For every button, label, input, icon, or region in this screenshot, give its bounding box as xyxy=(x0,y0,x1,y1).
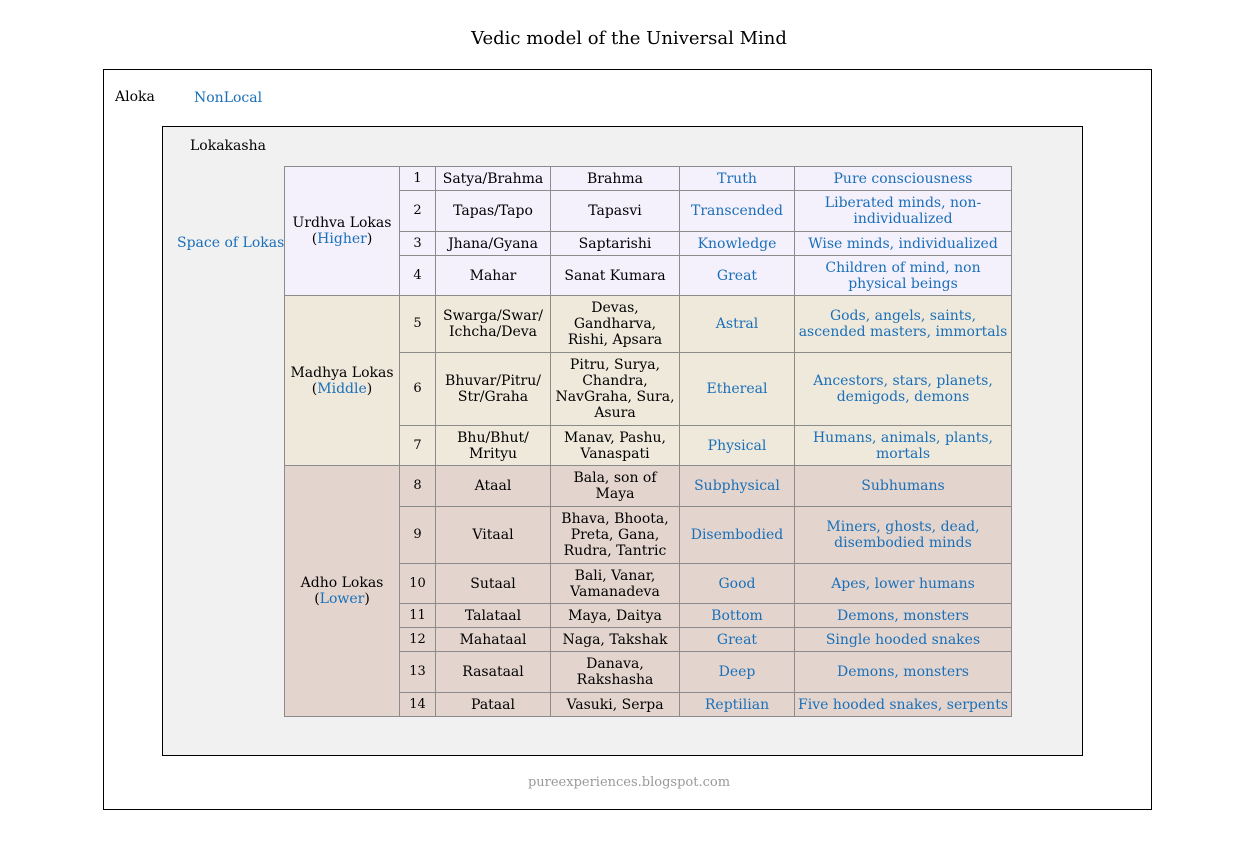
loka-name: Satya/Brahma xyxy=(436,167,551,191)
paren-close: ) xyxy=(366,231,373,247)
loka-beings: Sanat Kumara xyxy=(551,256,680,296)
loka-number: 13 xyxy=(400,652,436,693)
group-cell-middle xyxy=(285,296,400,466)
loka-beings: Bali, Vanar, Vamanadeva xyxy=(551,564,680,604)
table-row xyxy=(285,167,1012,191)
loka-number: 1 xyxy=(400,167,436,191)
loka-beings: Tapasvi xyxy=(551,191,680,232)
loka-number: 4 xyxy=(400,256,436,296)
loka-description: Subhumans xyxy=(795,466,1012,507)
group-level: Middle xyxy=(317,380,367,397)
loka-quality: Good xyxy=(680,564,795,604)
loka-description: Humans, animals, plants, mortals xyxy=(795,426,1012,466)
loka-name: Rasataal xyxy=(436,652,551,693)
loka-name: Jhana/Gyana xyxy=(436,232,551,256)
group-name: Madhya Lokas xyxy=(290,364,394,381)
diagram-title: Vedic model of the Universal Mind xyxy=(471,28,787,49)
group-level: Higher xyxy=(317,231,367,247)
loka-quality: Truth xyxy=(680,167,795,191)
loka-quality: Subphysical xyxy=(680,466,795,507)
loka-beings: Maya, Daitya xyxy=(551,604,680,628)
nonlocal-label: NonLocal xyxy=(194,90,263,106)
loka-description: Single hooded snakes xyxy=(795,628,1012,652)
paren-close: ) xyxy=(364,591,370,607)
lokakasha-label: Lokakasha xyxy=(190,138,266,154)
loka-beings: Bhava, Bhoota, Preta, Gana, Rudra, Tantric xyxy=(551,507,680,564)
group-cell-higher xyxy=(285,167,400,296)
table-row xyxy=(285,296,1012,353)
loka-beings: Vasuki, Serpa xyxy=(551,693,680,717)
loka-quality: Bottom xyxy=(680,604,795,628)
loka-number: 14 xyxy=(400,693,436,717)
loka-name: Swarga/Swar/ Ichcha/Deva xyxy=(436,296,551,353)
loka-name: Mahar xyxy=(436,256,551,296)
paren-open: ( xyxy=(311,380,318,397)
loka-quality: Transcended xyxy=(680,191,795,232)
loka-quality: Deep xyxy=(680,652,795,693)
loka-beings: Brahma xyxy=(551,167,680,191)
loka-description: Liberated minds, non-individualized xyxy=(795,191,1012,232)
loka-beings: Bala, son of Maya xyxy=(551,466,680,507)
loka-description: Gods, angels, saints, ascended masters, immortals xyxy=(795,296,1012,353)
loka-description: Ancestors, stars, planets, demigods, demons xyxy=(795,353,1012,426)
loka-number: 6 xyxy=(400,353,436,426)
loka-quality: Reptilian xyxy=(680,693,795,717)
loka-beings: Naga, Takshak xyxy=(551,628,680,652)
loka-name: Talataal xyxy=(436,604,551,628)
loka-number: 5 xyxy=(400,296,436,353)
group-name: Urdhva Lokas xyxy=(292,215,392,231)
loka-beings: Danava, Rakshasha xyxy=(551,652,680,693)
loka-description: Pure consciousness xyxy=(795,167,1012,191)
loka-beings: Saptarishi xyxy=(551,232,680,256)
loka-description: Five hooded snakes, serpents xyxy=(795,693,1012,717)
loka-description: Demons, monsters xyxy=(795,652,1012,693)
loka-description: Wise minds, individualized xyxy=(795,232,1012,256)
loka-number: 7 xyxy=(400,426,436,466)
group-name: Adho Lokas xyxy=(300,575,384,591)
loka-number: 10 xyxy=(400,564,436,604)
paren-open: ( xyxy=(314,591,320,607)
loka-description: Children of mind, non physical beings xyxy=(795,256,1012,296)
loka-number: 9 xyxy=(400,507,436,564)
loka-name: Bhuvar/Pitru/ Str/Graha xyxy=(436,353,551,426)
loka-number: 3 xyxy=(400,232,436,256)
loka-description: Miners, ghosts, dead, disembodied minds xyxy=(795,507,1012,564)
lokas-table xyxy=(284,166,1012,717)
loka-quality: Great xyxy=(680,256,795,296)
loka-name: Bhu/Bhut/ Mrityu xyxy=(436,426,551,466)
loka-quality: Great xyxy=(680,628,795,652)
aloka-label: Aloka xyxy=(115,89,155,105)
loka-quality: Knowledge xyxy=(680,232,795,256)
loka-beings: Devas, Gandharva, Rishi, Apsara xyxy=(551,296,680,353)
loka-number: 12 xyxy=(400,628,436,652)
loka-beings: Manav, Pashu, Vanaspati xyxy=(551,426,680,466)
loka-description: Demons, monsters xyxy=(795,604,1012,628)
group-cell-lower xyxy=(285,466,400,717)
loka-number: 2 xyxy=(400,191,436,232)
space-of-lokas-label: Space of Lokas xyxy=(177,235,285,251)
loka-name: Ataal xyxy=(436,466,551,507)
loka-name: Pataal xyxy=(436,693,551,717)
loka-name: Mahataal xyxy=(436,628,551,652)
paren-close: ) xyxy=(366,380,373,397)
loka-quality: Ethereal xyxy=(680,353,795,426)
loka-quality: Disembodied xyxy=(680,507,795,564)
loka-name: Sutaal xyxy=(436,564,551,604)
loka-name: Tapas/Tapo xyxy=(436,191,551,232)
loka-number: 11 xyxy=(400,604,436,628)
group-level: Lower xyxy=(319,591,365,607)
loka-quality: Physical xyxy=(680,426,795,466)
paren-open: ( xyxy=(311,231,318,247)
loka-description: Apes, lower humans xyxy=(795,564,1012,604)
loka-beings: Pitru, Surya, Chandra, NavGraha, Sura, Asura xyxy=(551,353,680,426)
footer-credit: pureexperiences.blogspot.com xyxy=(527,775,731,790)
loka-name: Vitaal xyxy=(436,507,551,564)
loka-number: 8 xyxy=(400,466,436,507)
table-row xyxy=(285,466,1012,507)
loka-quality: Astral xyxy=(680,296,795,353)
